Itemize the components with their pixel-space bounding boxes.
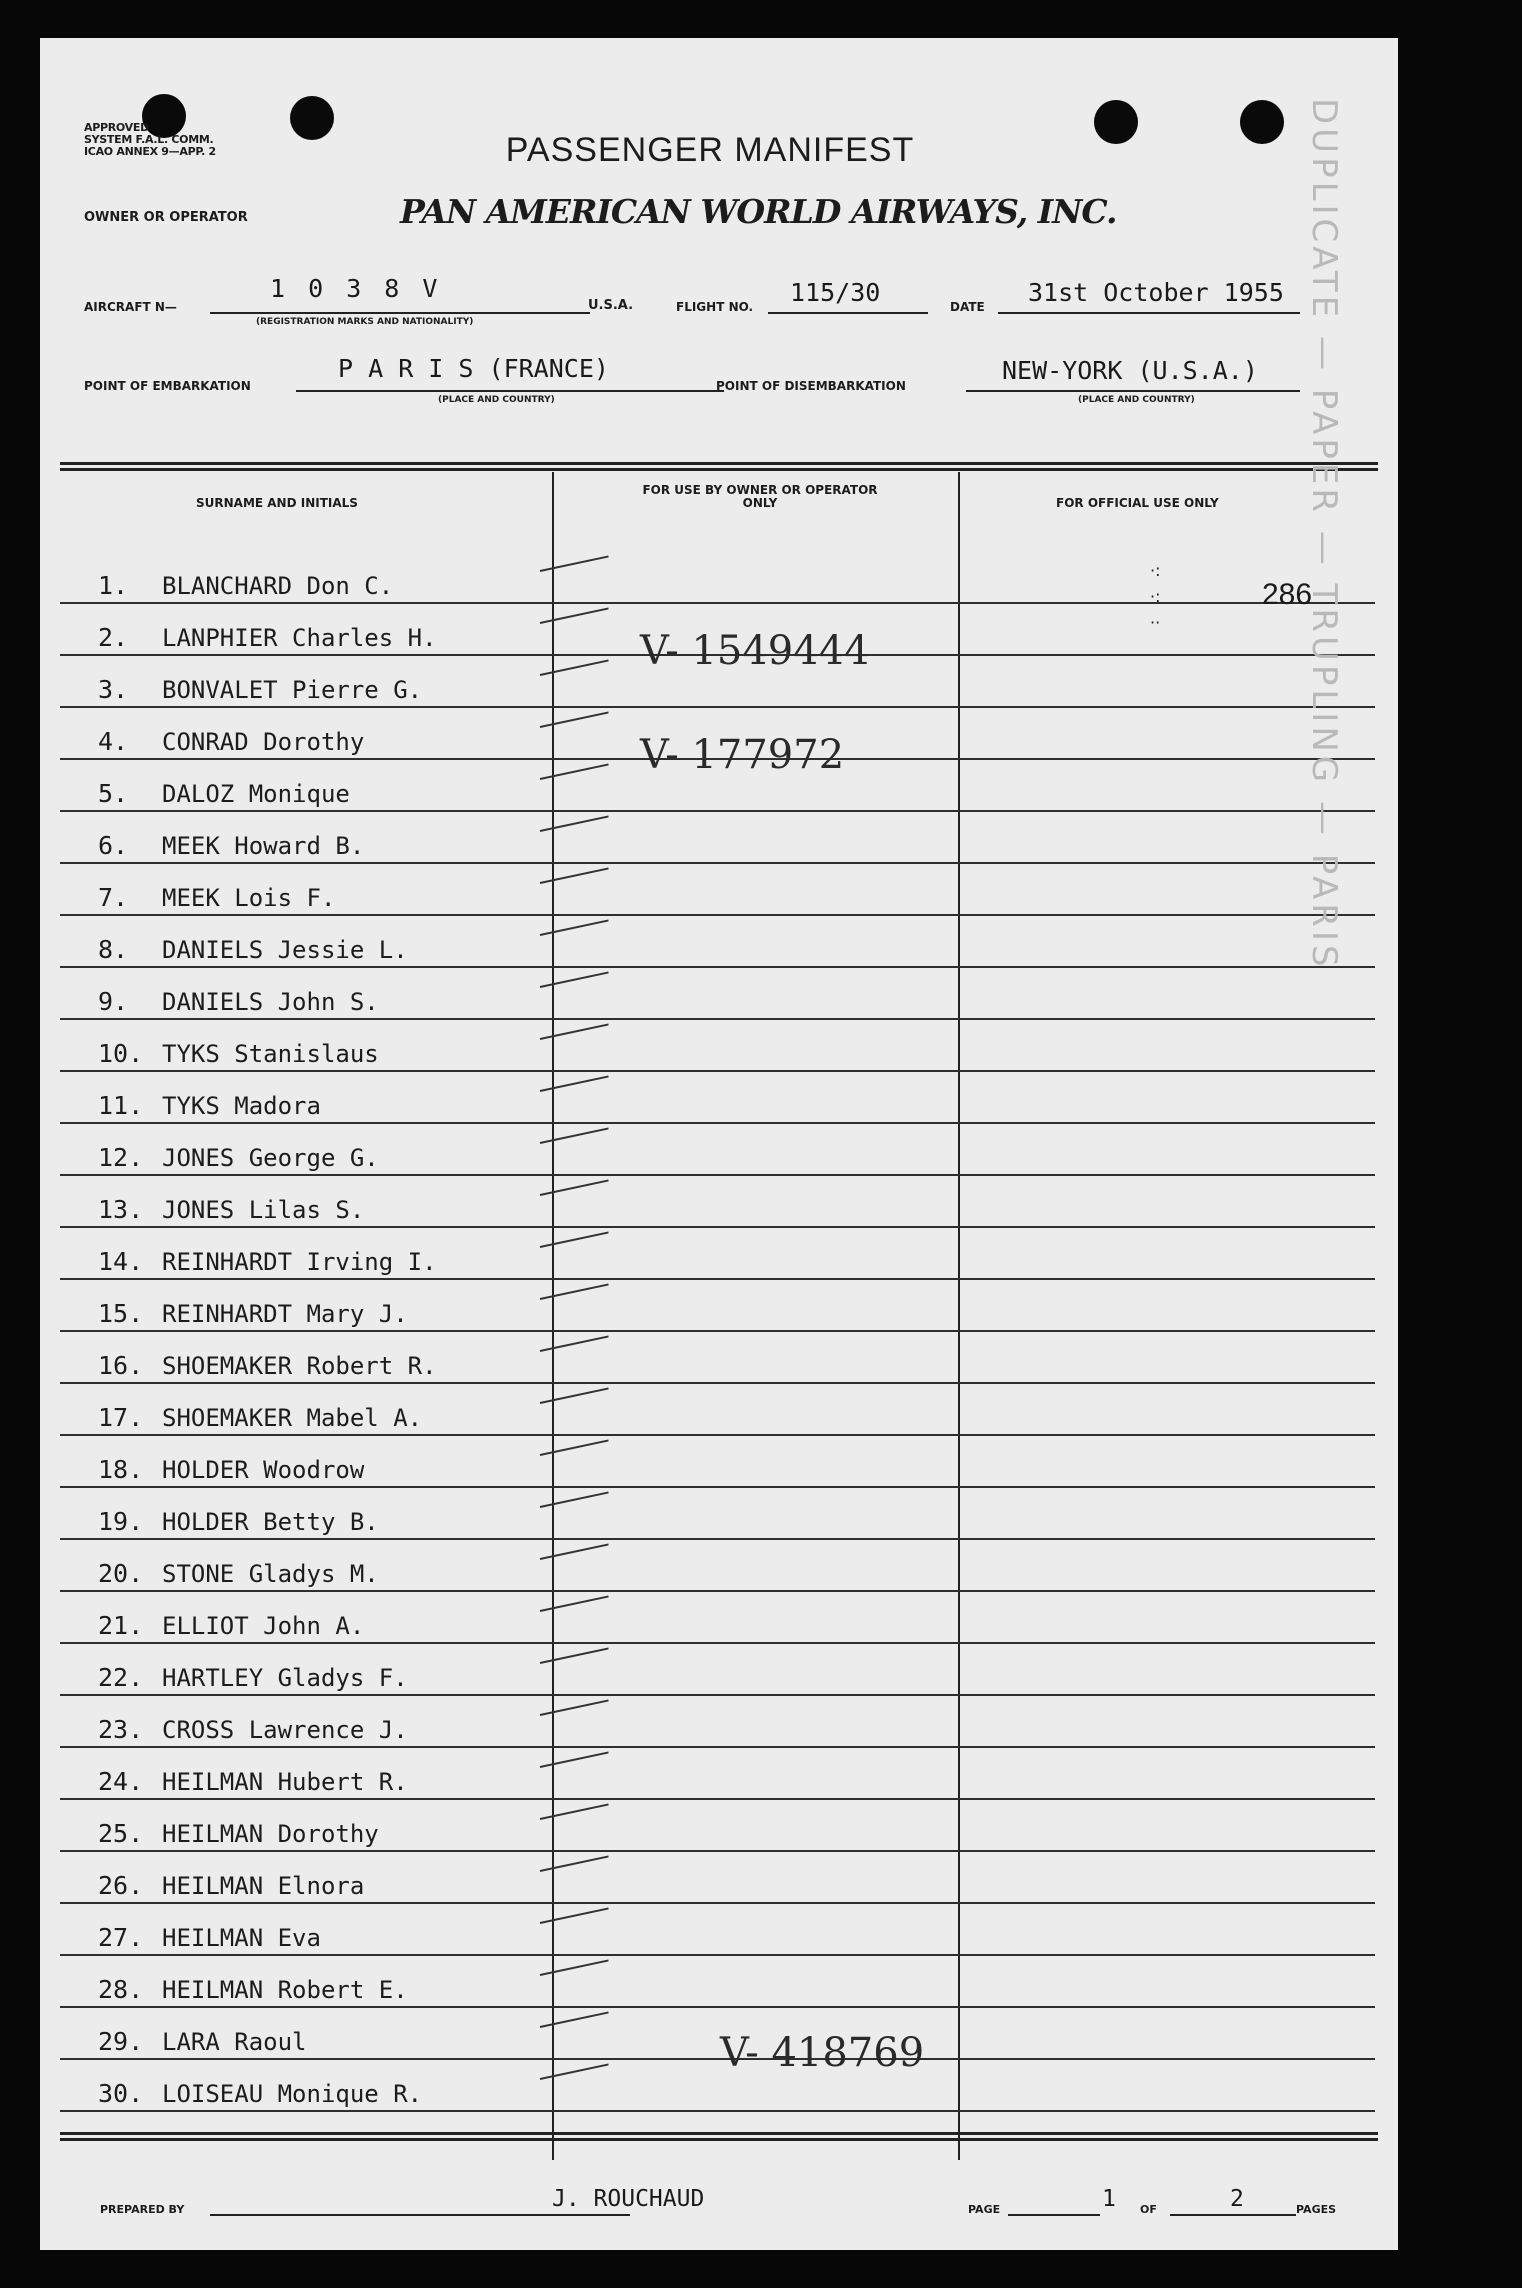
passenger-number: 13. xyxy=(98,1195,144,1224)
aircraft-underline xyxy=(210,312,590,314)
passenger-row xyxy=(60,1122,1375,1176)
passenger-row xyxy=(60,1018,1375,1072)
passenger-row xyxy=(60,1746,1375,1800)
check-mark xyxy=(540,1127,609,1144)
passenger-name: JONES Lilas S. xyxy=(162,1196,365,1224)
passenger-row xyxy=(60,1850,1375,1904)
company-name: PAN AMERICAN WORLD AIRWAYS, INC. xyxy=(400,192,1117,231)
passenger-number: 8. xyxy=(98,935,129,964)
check-mark xyxy=(540,555,609,572)
passenger-row xyxy=(60,1382,1375,1436)
check-mark xyxy=(540,2063,609,2080)
passenger-name: LANPHIER Charles H. xyxy=(162,624,437,652)
passenger-name: HEILMAN Eva xyxy=(162,1924,321,1952)
col-header-official: FOR OFFICIAL USE ONLY xyxy=(1056,496,1219,510)
passenger-number: 2. xyxy=(98,623,129,652)
check-mark xyxy=(540,971,609,988)
passenger-number: 12. xyxy=(98,1143,144,1172)
official-marks: ·: ·: ·· xyxy=(1150,561,1161,632)
page-underline xyxy=(1008,2214,1100,2216)
passenger-number: 5. xyxy=(98,779,129,808)
passenger-name: BLANCHARD Don C. xyxy=(162,572,394,600)
check-mark xyxy=(540,1595,609,1612)
check-mark xyxy=(540,1699,609,1716)
passenger-number: 10. xyxy=(98,1039,144,1068)
passenger-name: BONVALET Pierre G. xyxy=(162,676,423,704)
side-stamp-text: DUPLICATE — PAPER — TRUPLING — PARIS xyxy=(1304,98,1344,971)
owner-label: OWNER OR OPERATOR xyxy=(84,210,248,225)
passenger-row xyxy=(60,1486,1375,1540)
official-note: 286 xyxy=(1262,578,1313,611)
passenger-number: 14. xyxy=(98,1247,144,1276)
passenger-number: 9. xyxy=(98,987,129,1016)
passenger-row xyxy=(60,862,1375,916)
side-stamp xyxy=(1304,98,1384,2198)
passenger-row xyxy=(60,966,1375,1020)
passenger-number: 23. xyxy=(98,1715,144,1744)
check-mark xyxy=(540,1179,609,1196)
passenger-name: LARA Raoul xyxy=(162,2028,307,2056)
passenger-name: HEILMAN Hubert R. xyxy=(162,1768,408,1796)
passenger-name: TYKS Stanislaus xyxy=(162,1040,379,1068)
check-mark xyxy=(540,1491,609,1508)
page-value: 1 xyxy=(1102,2186,1116,2212)
passenger-name: LOISEAU Monique R. xyxy=(162,2080,423,2108)
visa-note: V- 418769 xyxy=(720,2030,925,2076)
passenger-name: MEEK Howard B. xyxy=(162,832,365,860)
page-label: PAGE xyxy=(968,2203,1001,2216)
passenger-number: 17. xyxy=(98,1403,144,1432)
passenger-number: 15. xyxy=(98,1299,144,1328)
embarkation-label: POINT OF EMBARKATION xyxy=(84,379,251,393)
visa-note: V- 1549444 xyxy=(640,628,870,674)
passenger-row xyxy=(60,2058,1375,2112)
prepared-underline xyxy=(210,2214,630,2216)
flight-value: 115/30 xyxy=(790,278,881,307)
approval-line: APPROVED xyxy=(84,121,149,134)
manifest-sheet xyxy=(40,38,1398,2250)
page-title: PASSENGER MANIFEST xyxy=(505,131,915,169)
passenger-name: HARTLEY Gladys F. xyxy=(162,1664,408,1692)
passenger-name: REINHARDT Irving I. xyxy=(162,1248,437,1276)
passenger-name: SHOEMAKER Mabel A. xyxy=(162,1404,423,1432)
check-mark xyxy=(540,1855,609,1872)
check-mark xyxy=(540,1231,609,1248)
passenger-row xyxy=(60,1590,1375,1644)
passenger-number: 18. xyxy=(98,1455,144,1484)
passenger-number: 26. xyxy=(98,1871,144,1900)
pages-value: 2 xyxy=(1230,2186,1244,2212)
check-mark xyxy=(540,1907,609,1924)
passenger-name: DALOZ Monique xyxy=(162,780,350,808)
passenger-number: 3. xyxy=(98,675,129,704)
date-label: DATE xyxy=(950,300,985,314)
passenger-name: HOLDER Woodrow xyxy=(162,1456,365,1484)
passenger-number: 22. xyxy=(98,1663,144,1692)
check-mark xyxy=(540,1439,609,1456)
passenger-row xyxy=(60,2006,1375,2060)
passenger-name: HOLDER Betty B. xyxy=(162,1508,379,1536)
check-mark xyxy=(540,1023,609,1040)
check-mark xyxy=(540,1803,609,1820)
check-mark xyxy=(540,711,609,728)
passenger-row xyxy=(60,1070,1375,1124)
approval-line: ICAO ANNEX 9—APP. 2 xyxy=(84,145,216,158)
passenger-name: SHOEMAKER Robert R. xyxy=(162,1352,437,1380)
disembarkation-caption: (PLACE AND COUNTRY) xyxy=(1078,395,1195,405)
check-mark xyxy=(540,867,609,884)
date-value: 31st October 1955 xyxy=(1028,278,1284,307)
passenger-number: 27. xyxy=(98,1923,144,1952)
embarkation-caption: (PLACE AND COUNTRY) xyxy=(438,395,555,405)
passenger-row xyxy=(60,1434,1375,1488)
passenger-name: REINHARDT Mary J. xyxy=(162,1300,408,1328)
check-mark xyxy=(540,815,609,832)
passenger-number: 1. xyxy=(98,571,129,600)
passenger-name: STONE Gladys M. xyxy=(162,1560,379,1588)
passenger-number: 29. xyxy=(98,2027,144,2056)
disembarkation-underline xyxy=(966,390,1300,392)
check-mark xyxy=(540,1283,609,1300)
passenger-number: 24. xyxy=(98,1767,144,1796)
check-mark xyxy=(540,1387,609,1404)
passenger-name: ELLIOT John A. xyxy=(162,1612,365,1640)
passenger-row xyxy=(60,1278,1375,1332)
passenger-name: JONES George G. xyxy=(162,1144,379,1172)
visa-note: V- 177972 xyxy=(640,732,845,778)
passenger-row xyxy=(60,1902,1375,1956)
passenger-number: 11. xyxy=(98,1091,144,1120)
passenger-number: 28. xyxy=(98,1975,144,2004)
usa-label: U.S.A. xyxy=(588,298,634,313)
check-mark xyxy=(540,1075,609,1092)
passenger-number: 4. xyxy=(98,727,129,756)
passenger-name: HEILMAN Elnora xyxy=(162,1872,365,1900)
disembarkation-label: POINT OF DISEMBARKATION xyxy=(716,379,906,393)
passenger-row xyxy=(60,1798,1375,1852)
passenger-number: 6. xyxy=(98,831,129,860)
check-mark xyxy=(540,1335,609,1352)
col-header-owner: FOR USE BY OWNER OR OPERATOR ONLY xyxy=(642,483,878,510)
passenger-number: 19. xyxy=(98,1507,144,1536)
passenger-number: 30. xyxy=(98,2079,144,2108)
check-mark xyxy=(540,607,609,624)
flight-label: FLIGHT NO. xyxy=(676,300,754,314)
embarkation-underline xyxy=(296,390,724,392)
aircraft-value: 1 0 3 8 V xyxy=(270,274,442,303)
passenger-number: 20. xyxy=(98,1559,144,1588)
flight-underline xyxy=(768,312,928,314)
embarkation-value: P A R I S (FRANCE) xyxy=(338,354,609,383)
passenger-row xyxy=(60,1538,1375,1592)
passenger-name: HEILMAN Robert E. xyxy=(162,1976,408,2004)
check-mark xyxy=(540,659,609,676)
check-mark xyxy=(540,763,609,780)
registration-caption: (REGISTRATION MARKS AND NATIONALITY) xyxy=(256,317,474,327)
col-header-name: SURNAME AND INITIALS xyxy=(196,496,358,510)
passenger-row xyxy=(60,550,1375,604)
passenger-name: TYKS Madora xyxy=(162,1092,321,1120)
prepared-label: PREPARED BY xyxy=(100,2203,185,2216)
date-underline xyxy=(998,312,1300,314)
passenger-name: DANIELS John S. xyxy=(162,988,379,1016)
check-mark xyxy=(540,1543,609,1560)
table-top-rule xyxy=(60,462,1378,471)
passenger-name: MEEK Lois F. xyxy=(162,884,336,912)
check-mark xyxy=(540,1647,609,1664)
passenger-name: DANIELS Jessie L. xyxy=(162,936,408,964)
passenger-name: CROSS Lawrence J. xyxy=(162,1716,408,1744)
table-bottom-rule xyxy=(60,2132,1378,2141)
passenger-number: 25. xyxy=(98,1819,144,1848)
pages-label: PAGES xyxy=(1296,2203,1337,2216)
pages-underline xyxy=(1170,2214,1296,2216)
passenger-number: 16. xyxy=(98,1351,144,1380)
disembarkation-value: NEW-YORK (U.S.A.) xyxy=(1002,356,1258,385)
prepared-value: J. ROUCHAUD xyxy=(552,2186,705,2212)
passenger-row xyxy=(60,914,1375,968)
aircraft-label: AIRCRAFT N— xyxy=(84,300,177,314)
check-mark xyxy=(540,919,609,936)
passenger-name: HEILMAN Dorothy xyxy=(162,1820,379,1848)
check-mark xyxy=(540,1959,609,1976)
passenger-number: 7. xyxy=(98,883,129,912)
passenger-row xyxy=(60,1954,1375,2008)
passenger-row xyxy=(60,1226,1375,1280)
passenger-row xyxy=(60,1694,1375,1748)
of-label: OF xyxy=(1140,2203,1157,2216)
passenger-row xyxy=(60,810,1375,864)
passenger-row xyxy=(60,1642,1375,1696)
check-mark xyxy=(540,1751,609,1768)
passenger-name: CONRAD Dorothy xyxy=(162,728,365,756)
passenger-row xyxy=(60,1174,1375,1228)
passenger-number: 21. xyxy=(98,1611,144,1640)
passenger-row xyxy=(60,1330,1375,1384)
check-mark xyxy=(540,2011,609,2028)
approval-line: SYSTEM F.A.L. COMM. xyxy=(84,133,214,146)
